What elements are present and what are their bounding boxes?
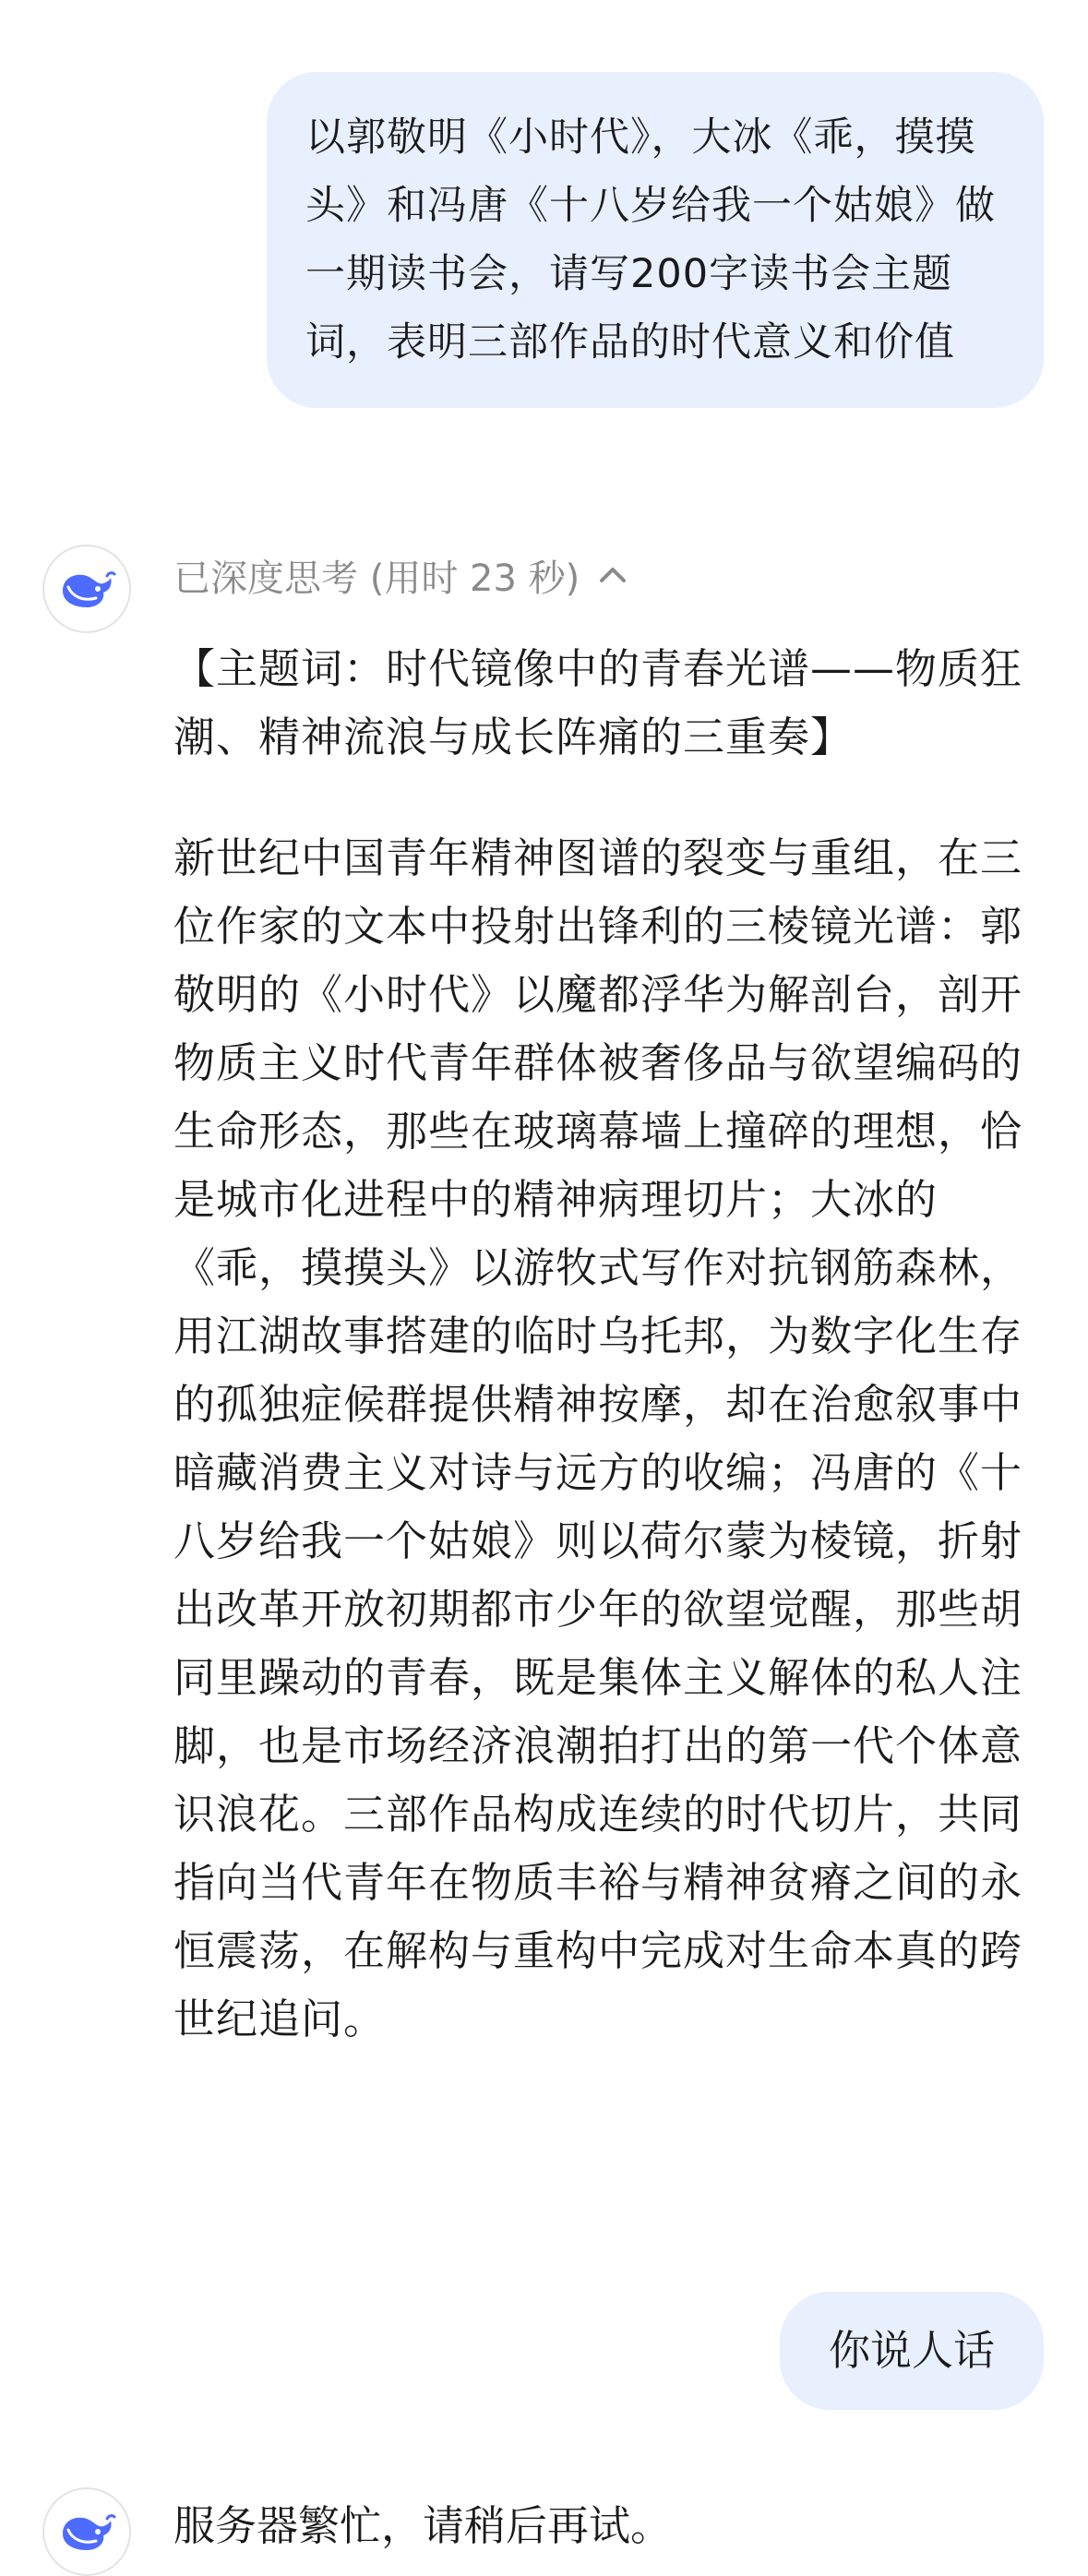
whale-logo-icon [57, 2502, 116, 2561]
user-message-text-2: 你说人话 [828, 2326, 995, 2375]
thinking-status-label: 已深度思考 (用时 23 秒) [173, 557, 580, 600]
assistant-busy-message: 服务器繁忙，请稍后再试。 [173, 2501, 673, 2550]
assistant-avatar-2 [42, 2487, 131, 2576]
assistant-heading: 【主题词：时代镜像中的青春光谱——物质狂潮、精神流浪与成长阵痛的三重奏】 [173, 644, 1023, 761]
assistant-avatar [42, 545, 131, 633]
user-message-bubble [267, 72, 1044, 408]
assistant-body-text: 新世纪中国青年精神图谱的裂变与重组，在三位作家的文本中投射出锋利的三棱镜光谱：郭敬明的《小时代》以魔都浮华为解剖台，剖开物质主义时代青年群体被奢侈品与欲望编码的生命形态，那些在玻璃幕墙上撞碎的理想，恰是城市化进程中的精神病理切片；大冰的《乖，摸摸头》以游牧式写作对抗钢筋森林，用江湖故事搭建的临时乌托邦，为数字化生存的孤独症候群提供精神按摩，却在治愈叙事中暗藏消费主义对诗与远方的收编；冯唐的《十八岁给我一个姑娘》则以荷尔蒙为棱镜，折射出改革开放初期都市少年的欲望觉醒，那些胡同里躁动的青春，既是集体主义解体的私人注脚，也是市场经济浪潮拍打出的第一代个体意识浪花。三部作品构成连续的时代切片，共同指向当代青年在物质丰裕与精神贫瘠之间的永恒震荡，在解构与重构中完成对生命本真的跨世纪追问。 [173, 833, 1023, 2043]
chevron-up-icon [591, 553, 635, 597]
whale-logo-icon [57, 559, 116, 618]
user-message-text: 以郭敬明《小时代》，大冰《乖，摸摸头》和冯唐《十八岁给我一个姑娘》做一期读书会，请写200字读书会主题词，表明三部作品的时代意义和价值 [305, 114, 996, 365]
thinking-toggle[interactable] [173, 543, 635, 607]
user-message-bubble-2 [780, 2292, 1044, 2410]
